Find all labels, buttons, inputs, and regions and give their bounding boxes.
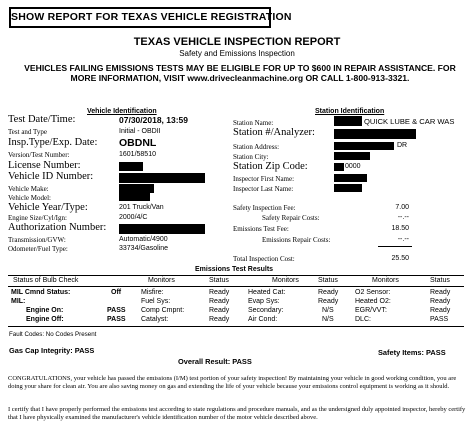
gas-cap-integrity: Gas Cap Integrity: PASS bbox=[9, 346, 95, 355]
report-title: TEXAS VEHICLE INSPECTION REPORT bbox=[133, 36, 341, 48]
odometer-label: Odometer/Fuel Type: bbox=[8, 245, 68, 253]
monitor-name: Heated O2: bbox=[355, 298, 391, 305]
authorization-number-redaction bbox=[119, 224, 205, 234]
monitor-status: N/S bbox=[322, 316, 334, 323]
monitor-name: Catalyst: bbox=[141, 316, 169, 323]
monitor-name: EGR/VVT: bbox=[355, 307, 387, 314]
repair-assistance-advisory: VEHICLES FAILING EMISSIONS TESTS MAY BE ELIGIBLE FOR UP TO $600 IN REPAIR ASSISTANCE. FOR MORE INFORMATION, VISIT www.drivecleanmachine.org OR CALL 1-800-913-3321. bbox=[24, 63, 456, 83]
emissions-fee-label: Emissions Test Fee: bbox=[233, 225, 289, 233]
mil-cmnd-label: MIL Cmnd Status: bbox=[11, 289, 71, 296]
test-type-value: Initial - OBDII bbox=[119, 128, 161, 135]
inspector-first-name-redaction bbox=[334, 174, 367, 182]
station-zip-redaction bbox=[334, 163, 344, 171]
monitor-name: Evap Sys: bbox=[248, 298, 280, 305]
emissions-top-rule bbox=[8, 275, 464, 276]
monitor-name: O2 Sensor: bbox=[355, 289, 391, 296]
engine-off-label: Engine Off: bbox=[26, 316, 64, 323]
monitors-col-3-header: Monitors bbox=[372, 277, 399, 284]
station-address-redaction bbox=[334, 142, 394, 150]
monitor-status: N/S bbox=[322, 307, 334, 314]
congratulations-paragraph: CONGRATULATIONS, your vehicle has passed the emissions (I/M) test portion of your safety inspection! By maintaining your vehicle in good working condition, you are doing your share for clean air. You are also saving money on gas and extending the life of your vehicle because your emissions control equipment is working as it should. bbox=[8, 375, 457, 391]
monitor-status: Ready bbox=[209, 298, 230, 305]
vin-redaction bbox=[119, 173, 205, 183]
odometer-value: 33734/Gasoline bbox=[119, 245, 169, 252]
safety-items-result: Safety Items: PASS bbox=[378, 348, 446, 357]
overall-result: Overall Result: PASS bbox=[178, 357, 252, 366]
station-identification-heading: Station Identification bbox=[315, 108, 385, 115]
monitor-status: Ready bbox=[318, 298, 339, 305]
monitor-name: Fuel Sys: bbox=[141, 298, 171, 305]
inspector-last-name-label: Inspector Last Name: bbox=[233, 185, 294, 193]
license-number-label: License Number: bbox=[8, 160, 81, 171]
emissions-bottom-rule bbox=[8, 326, 464, 327]
version-test-value: 1601/58510 bbox=[119, 151, 156, 158]
station-address-value: DR bbox=[397, 142, 408, 149]
monitor-name: Comp Cmpnt: bbox=[141, 307, 185, 314]
version-test-label: Version/Test Number: bbox=[8, 151, 70, 159]
monitors-col-2-header: Monitors bbox=[272, 277, 299, 284]
monitor-status: PASS bbox=[430, 316, 449, 323]
status-col-3-header: Status bbox=[430, 277, 450, 284]
safety-repair-value: --.-- bbox=[397, 214, 409, 221]
engine-off-value: PASS bbox=[107, 316, 126, 323]
station-name-redaction bbox=[334, 116, 362, 126]
report-banner: SHOW REPORT FOR TEXAS VEHICLE REGISTRATION bbox=[9, 7, 271, 28]
safety-fee-value: 7.00 bbox=[395, 204, 409, 211]
monitor-name: Misfire: bbox=[141, 289, 164, 296]
inspector-first-name-label: Inspector First Name: bbox=[233, 175, 295, 183]
engine-on-label: Engine On: bbox=[26, 307, 64, 314]
vehicle-make-label: Vehicle Make: bbox=[8, 185, 49, 193]
vehicle-identification-heading: Vehicle Identification bbox=[87, 108, 157, 115]
vin-label: Vehicle ID Number: bbox=[8, 171, 94, 182]
station-city-label: Station City: bbox=[233, 153, 269, 161]
station-address-label: Station Address: bbox=[233, 143, 280, 151]
station-name-value: QUICK LUBE & CAR WAS bbox=[364, 117, 455, 126]
station-name-label: Station Name: bbox=[233, 119, 274, 127]
station-number-redaction bbox=[334, 129, 416, 139]
insp-type-label: Insp.Type/Exp. Date: bbox=[8, 137, 98, 148]
vehicle-year-label: Vehicle Year/Type: bbox=[8, 202, 88, 213]
monitor-name: Heated Cat: bbox=[248, 289, 286, 296]
inspector-last-name-redaction bbox=[334, 184, 362, 192]
vehicle-make-redaction bbox=[119, 184, 154, 193]
monitor-status: Ready bbox=[430, 289, 451, 296]
transmission-label: Transmission/GVW: bbox=[8, 236, 66, 244]
monitor-status: Ready bbox=[209, 307, 230, 314]
emissions-results-heading: Emissions Test Results bbox=[195, 266, 274, 273]
monitor-status: Ready bbox=[430, 307, 451, 314]
status-col-2-header: Status bbox=[318, 277, 338, 284]
emissions-repair-value: --.-- bbox=[397, 236, 409, 243]
station-number-label: Station #/Analyzer: bbox=[233, 127, 315, 138]
bulb-check-header: Status of Bulb Check bbox=[13, 277, 79, 284]
engine-size-label: Engine Size/Cyl/Ign: bbox=[8, 214, 67, 222]
vehicle-year-value: 201 Truck/Van bbox=[119, 204, 164, 211]
safety-fee-label: Safety Inspection Fee: bbox=[233, 204, 296, 212]
station-zip-label: Station Zip Code: bbox=[233, 161, 308, 172]
monitor-status: Ready bbox=[318, 289, 339, 296]
station-zip-value: 0000 bbox=[345, 163, 361, 170]
monitor-status: Ready bbox=[209, 289, 230, 296]
safety-repair-label: Safety Repair Costs: bbox=[262, 214, 320, 222]
test-type-label: Test and Type bbox=[8, 128, 47, 136]
license-number-redaction bbox=[119, 162, 143, 171]
authorization-number-label: Authorization Number: bbox=[8, 222, 107, 233]
monitor-status: Ready bbox=[209, 316, 230, 323]
monitor-status: Ready bbox=[430, 298, 451, 305]
engine-on-value: PASS bbox=[107, 307, 126, 314]
vehicle-model-label: Vehicle Model: bbox=[8, 194, 51, 202]
emissions-repair-label: Emissions Repair Costs: bbox=[262, 236, 331, 244]
emissions-header-rule bbox=[8, 286, 464, 287]
monitor-name: Air Cond: bbox=[248, 316, 278, 323]
certification-paragraph: I certify that I have properly performed the emissions test according to state regulations and procedure manuals, and as the undersigned duly appointed inspector, hereby certify that I have physically examined the manufacturer's vehicle identification number of the motor vehicle described above. bbox=[8, 406, 466, 422]
fault-codes: Fault Codes: No Codes Present bbox=[9, 331, 97, 338]
station-city-redaction bbox=[334, 152, 370, 160]
transmission-value: Automatic/4900 bbox=[119, 236, 168, 243]
test-date-value: 07/30/2018, 13:59 bbox=[119, 115, 189, 125]
mil-cmnd-value: Off bbox=[111, 289, 122, 296]
monitors-col-1-header: Monitors bbox=[148, 277, 175, 284]
monitor-name: DLC: bbox=[355, 316, 371, 323]
monitor-name: Secondary: bbox=[248, 307, 284, 314]
fee-total-rule bbox=[378, 246, 412, 247]
vehicle-model-redaction bbox=[119, 193, 150, 201]
insp-type-value: OBDNL bbox=[119, 137, 157, 149]
total-cost-label: Total Inspection Cost: bbox=[233, 255, 295, 263]
mil-label: MIL: bbox=[11, 298, 26, 305]
emissions-fee-value: 18.50 bbox=[391, 225, 409, 232]
total-cost-value: 25.50 bbox=[391, 255, 409, 262]
test-date-label: Test Date/Time: bbox=[8, 114, 76, 125]
engine-size-value: 2000/4/C bbox=[119, 214, 148, 221]
status-col-1-header: Status bbox=[209, 277, 229, 284]
report-subtitle: Safety and Emissions Inspection bbox=[179, 49, 295, 58]
